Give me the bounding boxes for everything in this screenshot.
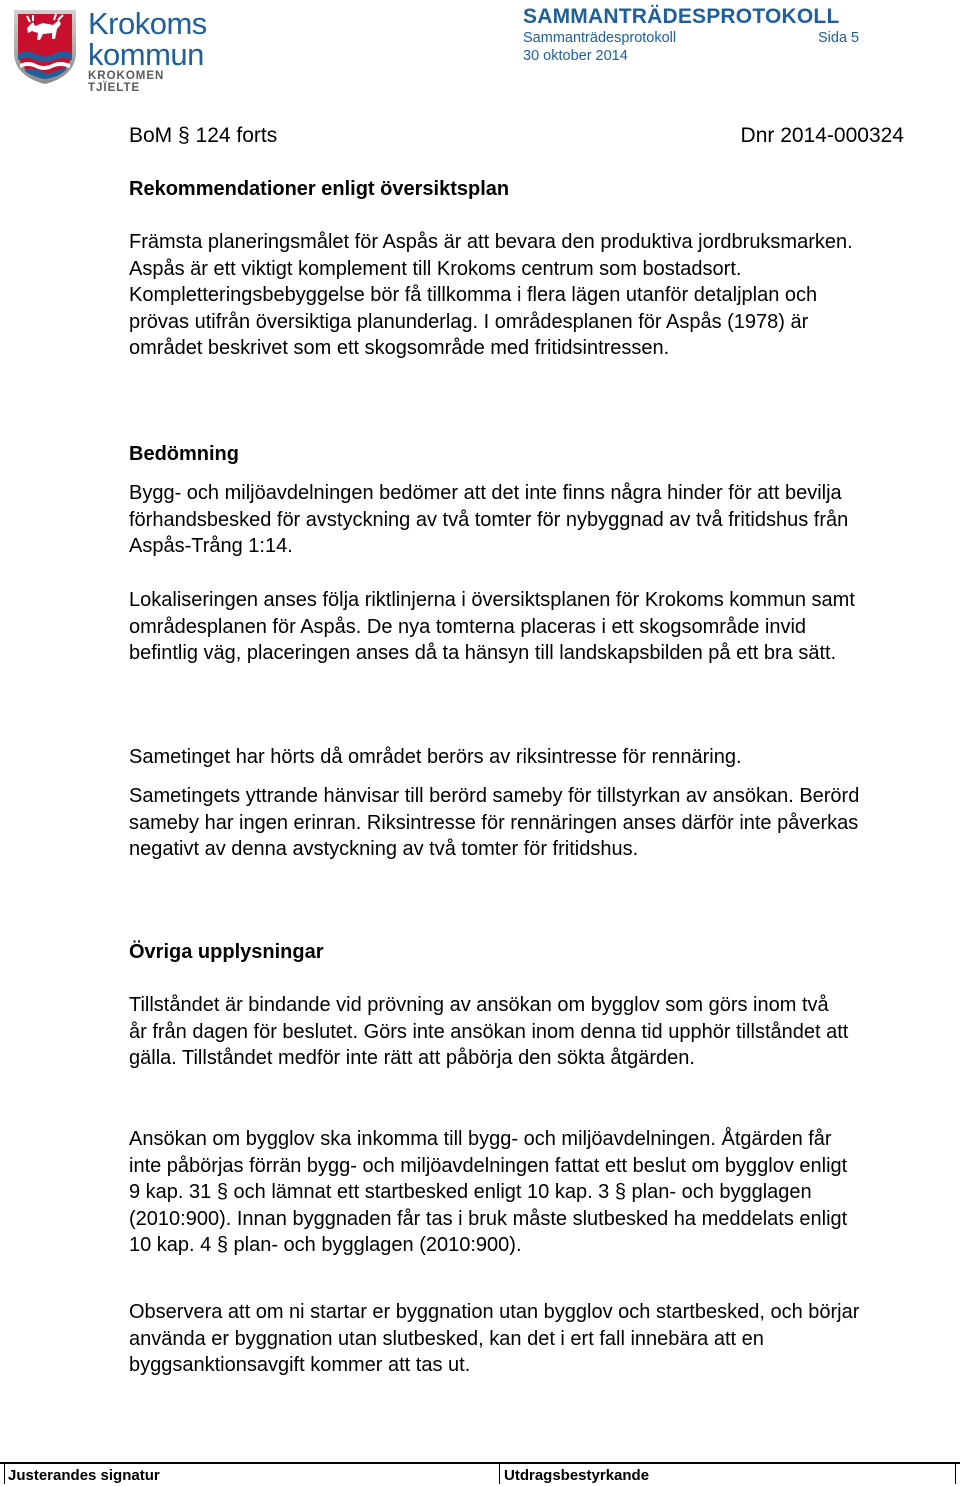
logo-tagline: KROKOMEN TJÏELTE xyxy=(88,70,165,94)
section-heading-ovriga: Övriga upplysningar xyxy=(129,941,324,963)
signature-box xyxy=(4,1464,500,1484)
logo-wordmark xyxy=(88,8,207,70)
document-subtitle: Sammanträdesprotokoll xyxy=(523,30,677,46)
section-heading-bedomning: Bedömning xyxy=(129,443,239,465)
meeting-date: 30 oktober 2014 xyxy=(523,48,628,64)
section-heading-rekommendationer: Rekommendationer enligt översiktsplan xyxy=(129,178,510,200)
ovriga-paragraph-3: Observera att om ni startar er byggnation utan bygglov och startbesked, och börjar använda er byggnation utan slutbesked, kan det i ert fall innebära att en byggsanktionsavgift kommer att tas ut. xyxy=(129,1301,860,1377)
ovriga-paragraph-1: Tillståndet är bindande vid prövning av ansökan om bygglov som görs inom två år från dagen för beslutet. Görs inte ansökan inom denna tid upphör tillståndet att gälla. Tillståndet medför inte rätt att påbörja den sökta åtgärden. xyxy=(129,994,849,1070)
paragraph-reference: BoM § 124 forts xyxy=(129,124,278,147)
paragraph: Främsta planeringsmålet för Aspås är att bevara den produktiva jordbruksmarken. Aspås är ett viktigt komplement till Krokoms centrum som bostadsort. Kompletteringsbebyggelse bör få tillkomma i flera lägen utanför detaljplan och prövas utifrån översiktiga planunderlag. I områdesplanen för Aspås (1978) är området beskrivet som ett skogsområde med fritidsintressen. xyxy=(129,231,853,360)
logo-name-line1: Krokoms xyxy=(88,6,207,41)
rekommendationer-text xyxy=(129,229,874,362)
signature-label: Justerandes signatur xyxy=(8,1467,160,1484)
extract-label: Utdragsbestyrkande xyxy=(504,1467,650,1484)
document-title: SAMMANTRÄDESPROTOKOLL xyxy=(523,5,840,28)
krokom-shield-icon xyxy=(10,6,80,86)
page-number: Sida 5 xyxy=(818,30,860,46)
bedomning-paragraph-4: Sametingets yttrande hänvisar till berörd sameby för tillstyrkan av ansökan. Berörd sameby har ingen erinran. Riksintresse för rennäringen anses därför inte påverkas negativt av denna avstyckning av två tomter för fritidshus. xyxy=(129,785,860,861)
bedomning-paragraph-2: Lokaliseringen anses följa riktlinjerna i översiktsplanen för Krokoms kommun samt områdesplanen för Aspås. De nya tomterna placeras i ett skogsområde invid befintlig väg, placeringen anses då ta hänsyn till landskapsbilden på ett bra sätt. xyxy=(129,589,855,665)
krokoms-kommun-logo xyxy=(10,6,220,94)
logo-name-line2: kommun xyxy=(88,37,204,72)
bedomning-paragraph-1: Bygg- och miljöavdelningen bedömer att det inte finns några hinder för att bevilja förhandsbesked för avstyckning av två tomter för nybyggnad av två fritidshus från Aspås-Trång 1:14. xyxy=(129,482,849,558)
bedomning-paragraph-3: Sametinget har hörts då området berörs av riksintresse för rennäring. xyxy=(129,746,742,768)
case-number: Dnr 2014-000324 xyxy=(740,124,904,147)
ovriga-paragraph-2: Ansökan om bygglov ska inkomma till bygg- och miljöavdelningen. Åtgärden får inte påbörjas förrän bygg- och miljöavdelningen fattat ett beslut om bygglov enligt 9 kap. 31 § och lämnat ett startbesked enligt 10 kap. 3 § plan- och bygglagen (2010:900). Innan byggnaden får tas i bruk måste slutbesked ha meddelats enligt 10 kap. 4 § plan- och bygglagen (2010:900). xyxy=(129,1128,848,1257)
extract-verification-box xyxy=(498,1464,956,1484)
